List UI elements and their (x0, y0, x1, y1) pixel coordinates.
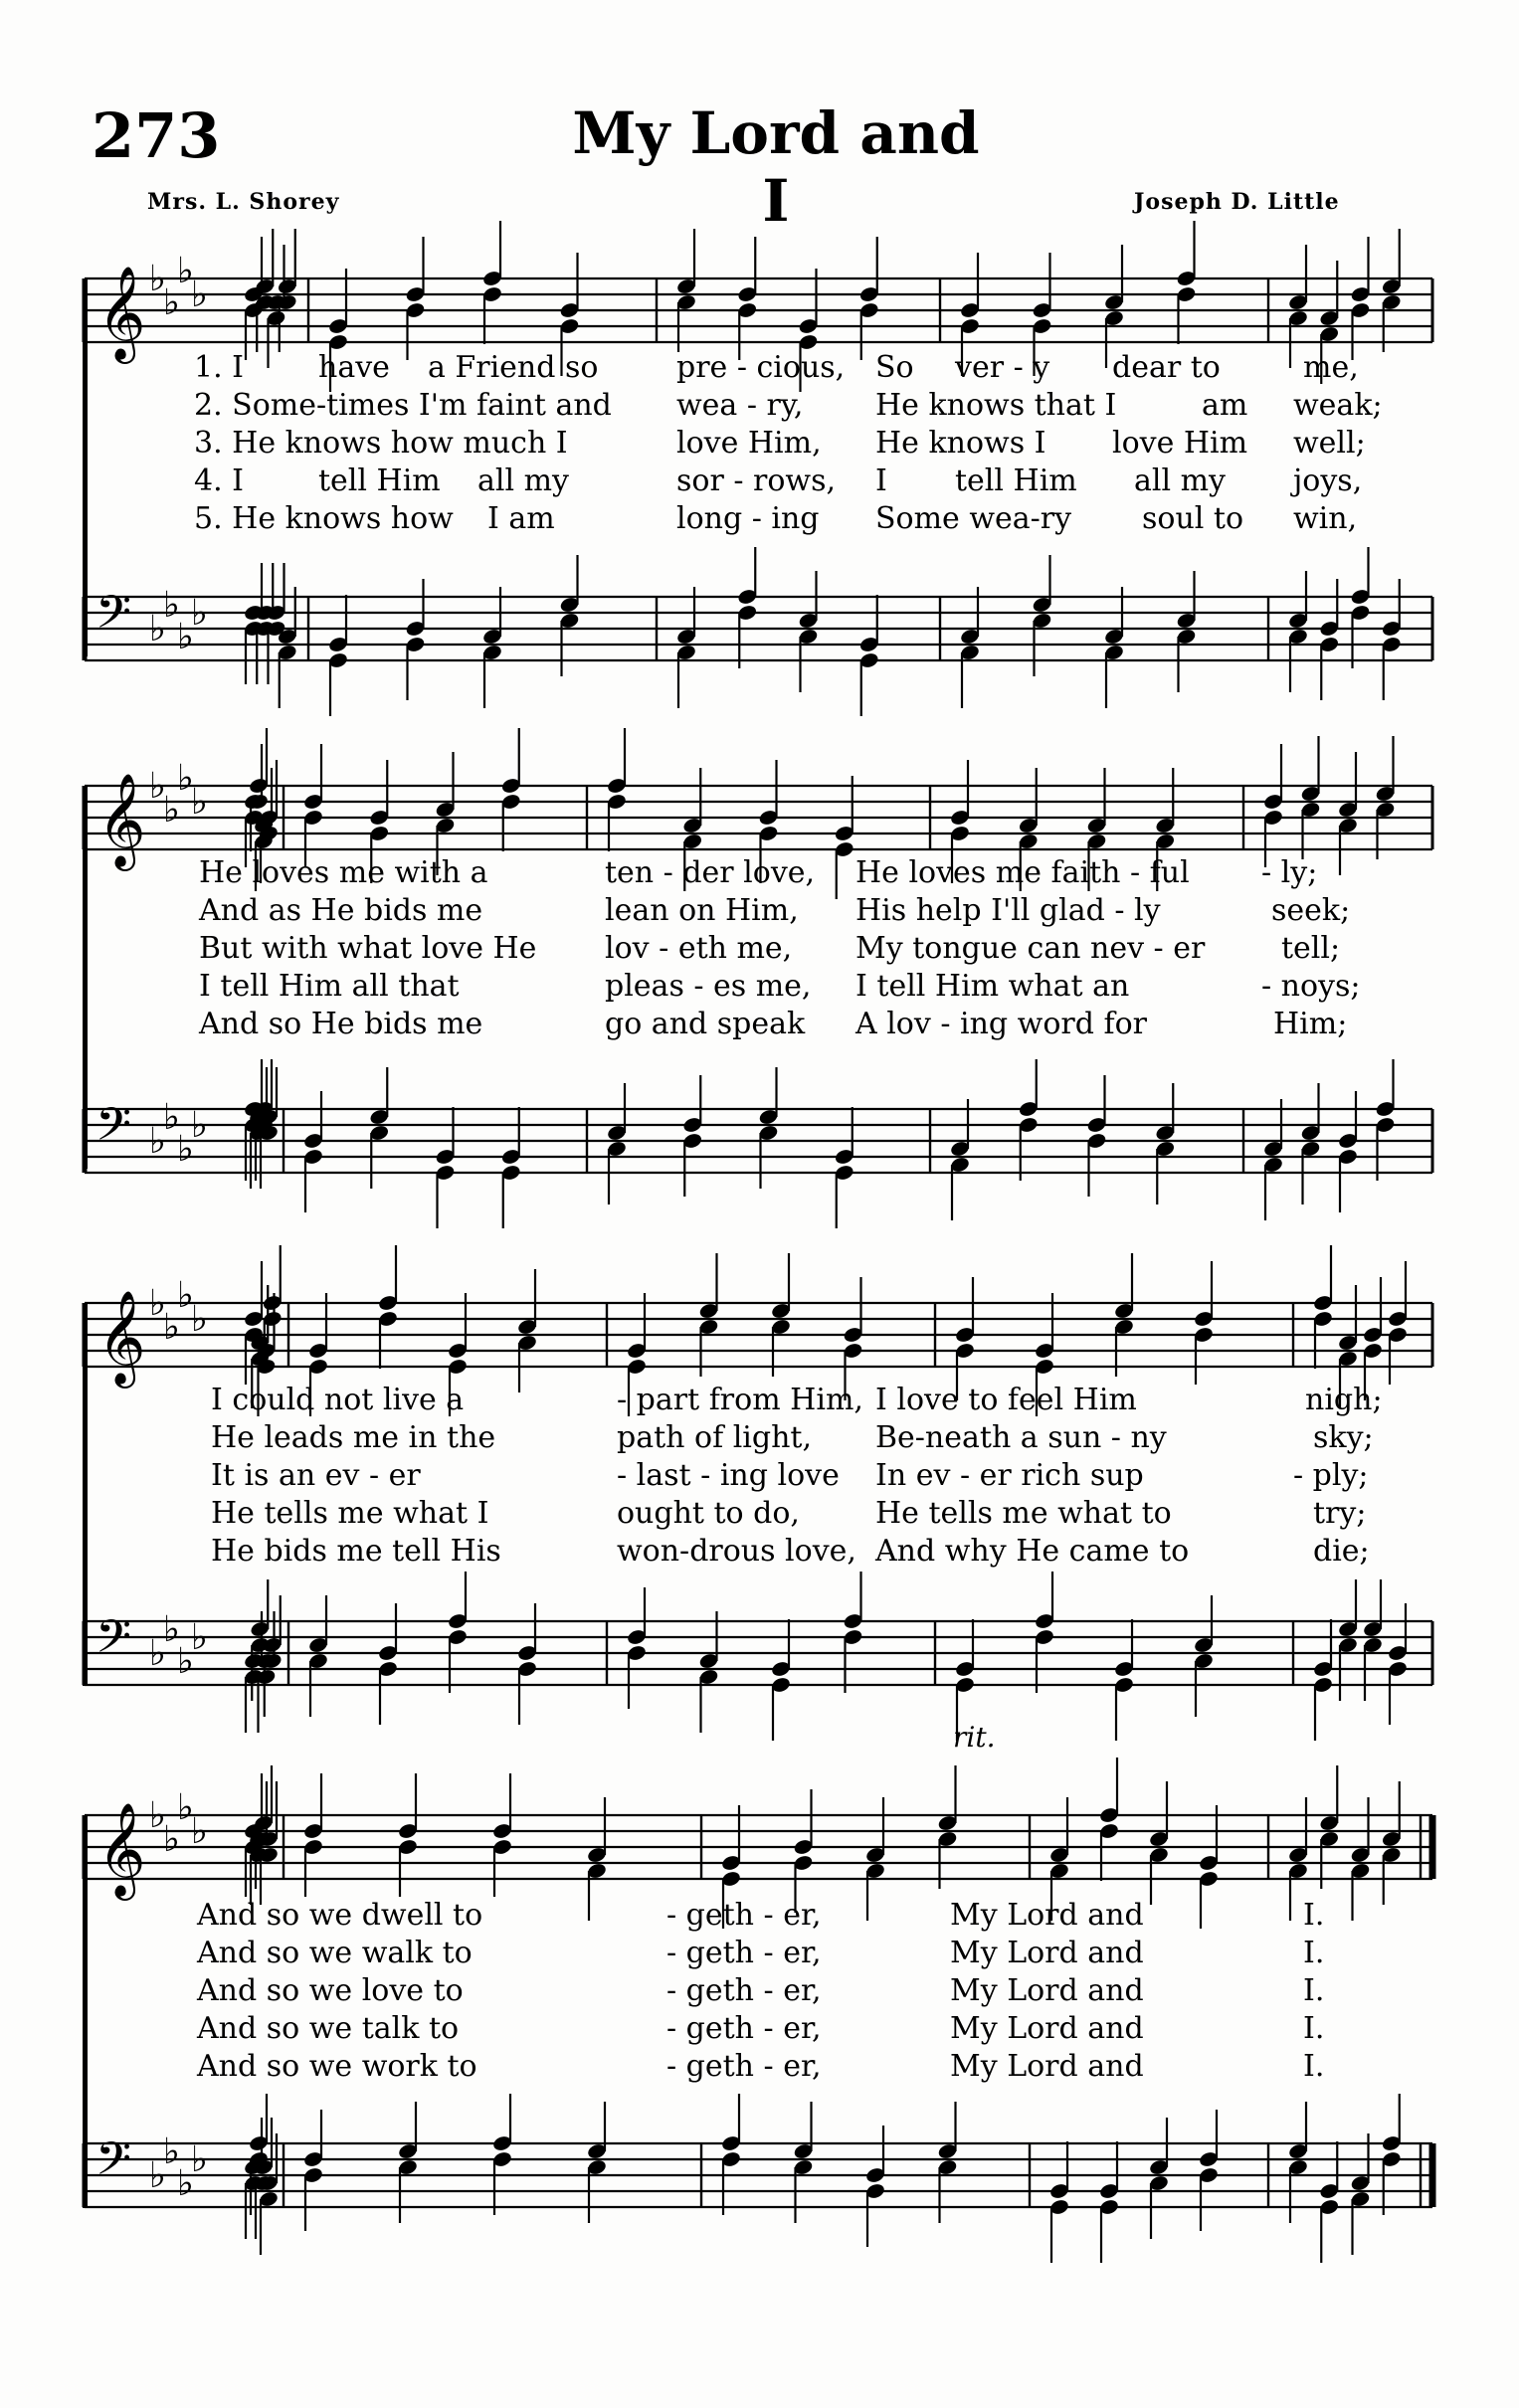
treble-clef-icon: 𝄞 (97, 266, 146, 360)
lyric-3-5-a: He bids me tell His (211, 1534, 501, 1569)
bass-staff-1 (0, 557, 1519, 696)
bass-clef-icon: 𝄢 (95, 1610, 132, 1675)
lyric-4-3-b: - geth - er, (666, 1973, 822, 2008)
system-bracket (83, 278, 88, 656)
lyric-3-1-a: I could not live a (211, 1383, 465, 1417)
treble-clef-icon: 𝄞 (97, 1802, 146, 1897)
flat-icon: ♭ (177, 1641, 194, 1682)
lyric-1-1-f: ver - y (955, 350, 1050, 385)
flat-icon: ♭ (163, 585, 180, 626)
lyric-3-3-a: It is an ev - er (211, 1458, 421, 1493)
lyric-3-4-d: try; (1313, 1496, 1367, 1531)
lyric-1-3-a: 3. He knows how much I (194, 426, 568, 461)
lyric-1-1-e: So (875, 350, 914, 385)
bass-staff-2 (0, 1069, 1519, 1218)
flat-icon: ♭ (177, 1787, 194, 1828)
flat-icon: ♭ (163, 1609, 180, 1650)
lyric-1-4-b: tell Him (318, 463, 441, 498)
flat-icon: ♭ (191, 2139, 208, 2180)
flat-icon: ♭ (163, 1097, 180, 1138)
flat-icon: ♭ (149, 609, 166, 649)
lyric-4-2-b: - geth - er, (666, 1936, 822, 1970)
lyric-1-4-g: all my (1134, 463, 1227, 498)
flat-icon: ♭ (149, 1121, 166, 1162)
system-bracket (83, 786, 88, 1169)
hymn-title: My Lord and I (572, 99, 980, 235)
flat-icon: ♭ (191, 1105, 208, 1146)
lyric-4-1-c: My Lord and (950, 1898, 1144, 1933)
lyric-2-4-c: I tell Him what an (855, 969, 1130, 1004)
lyric-4-5-d: I. (1303, 2049, 1325, 2084)
flat-icon: ♭ (149, 1795, 166, 1836)
treble-clef-icon: 𝄞 (97, 1290, 146, 1385)
flat-icon: ♭ (191, 275, 208, 315)
lyric-2-3-a: But with what love He (199, 931, 537, 966)
lyric-2-5-c: A lov - ing word for (855, 1007, 1147, 1041)
flat-icon: ♭ (163, 282, 180, 323)
flat-icon: ♭ (191, 593, 208, 634)
lyric-1-1-b: have (318, 350, 390, 385)
bass-staff-4 (0, 2104, 1519, 2263)
flat-icon: ♭ (177, 1275, 194, 1316)
lyric-2-4-b: pleas - es me, (605, 969, 812, 1004)
lyric-3-3-d: - ply; (1293, 1458, 1369, 1493)
words-credit: Mrs. L. Shorey (147, 189, 340, 215)
flat-icon: ♭ (177, 758, 194, 799)
lyric-2-4-a: I tell Him all that (199, 969, 460, 1004)
lyric-2-5-a: And so He bids me (199, 1007, 483, 1041)
lyric-4-4-a: And so we talk to (197, 2011, 460, 2046)
flat-icon: ♭ (149, 2155, 166, 2196)
lyric-1-1-a: 1. I (194, 350, 245, 385)
flat-icon: ♭ (163, 2131, 180, 2172)
lyric-1-4-h: joys, (1293, 463, 1363, 498)
lyric-4-1-b: - geth - er, (666, 1898, 822, 1933)
flat-icon: ♭ (177, 251, 194, 291)
flat-icon: ♭ (149, 1633, 166, 1674)
lyric-1-5-d: long - ing (676, 501, 820, 536)
lyric-2-2-c: His help I'll glad - ly (855, 893, 1161, 928)
lyric-1-1-c: a Friend so (428, 350, 599, 385)
lyric-3-2-b: path of light, (617, 1420, 813, 1455)
lyric-1-4-f: tell Him (955, 463, 1077, 498)
lyric-3-2-d: sky; (1313, 1420, 1374, 1455)
lyric-3-3-c: In ev - er rich sup (875, 1458, 1144, 1493)
lyric-4-3-a: And so we love to (197, 1973, 464, 2008)
lyric-4-5-b: - geth - er, (666, 2049, 822, 2084)
bass-staff-3 (0, 1581, 1519, 1731)
lyric-2-3-b: lov - eth me, (605, 931, 793, 966)
lyric-2-2-a: And as He bids me (199, 893, 483, 928)
lyric-1-3-d: love Him, (676, 426, 822, 461)
lyric-4-2-c: My Lord and (950, 1936, 1144, 1970)
lyric-2-1-b: ten - der love, (605, 855, 816, 890)
lyric-3-1-b: - part from Him, (617, 1383, 863, 1417)
lyric-3-2-c: Be-neath a sun - ny (875, 1420, 1167, 1455)
flat-icon: ♭ (163, 1307, 180, 1348)
lyric-2-5-d: Him; (1273, 1007, 1348, 1041)
system-bracket (83, 1303, 88, 1686)
music-credit: Joseph D. Little (1134, 189, 1340, 215)
lyric-2-2-d: seek; (1271, 893, 1351, 928)
lyric-1-2-d: wea - ry, (676, 388, 804, 423)
lyric-4-1-d: I. (1303, 1898, 1325, 1933)
lyric-1-3-h: well; (1293, 426, 1366, 461)
lyric-1-4-e: I (875, 463, 887, 498)
bass-clef-icon: 𝄢 (95, 586, 132, 650)
bass-clef-icon: 𝄢 (95, 2132, 132, 2197)
lyric-1-1-g: dear to (1112, 350, 1221, 385)
lyric-1-4-c: all my (477, 463, 570, 498)
lyric-2-3-c: My tongue can nev - er (855, 931, 1206, 966)
lyric-4-1-a: And so we dwell to (197, 1898, 483, 1933)
lyric-4-4-b: - geth - er, (666, 2011, 822, 2046)
flat-icon: ♭ (177, 2163, 194, 2204)
flat-icon: ♭ (149, 1283, 166, 1324)
lyric-2-5-b: go and speak (605, 1007, 806, 1041)
flat-icon: ♭ (163, 1819, 180, 1860)
lyric-3-3-b: - last - ing love (617, 1458, 840, 1493)
lyric-3-1-d: nigh; (1305, 1383, 1383, 1417)
lyric-1-3-e: He knows I (875, 426, 1046, 461)
lyric-1-1-h: me, (1303, 350, 1359, 385)
lyric-1-4-a: 4. I (194, 463, 245, 498)
flat-icon: ♭ (191, 1299, 208, 1340)
flat-icon: ♭ (177, 1129, 194, 1170)
lyric-4-2-a: And so we walk to (197, 1936, 473, 1970)
flat-icon: ♭ (163, 790, 180, 831)
lyric-4-5-a: And so we work to (197, 2049, 477, 2084)
lyric-1-1-d: pre - cious, (676, 350, 846, 385)
flat-icon: ♭ (149, 259, 166, 299)
lyric-3-4-b: ought to do, (617, 1496, 800, 1531)
treble-staff-3 (0, 1243, 1519, 1402)
lyric-1-5-g: soul to (1142, 501, 1244, 536)
treble-clef-icon: 𝄞 (97, 773, 146, 867)
lyric-1-5-c: I am (487, 501, 555, 536)
flat-icon: ♭ (191, 1811, 208, 1852)
lyric-2-2-b: lean on Him, (605, 893, 799, 928)
hymn-number: 273 (92, 99, 221, 172)
lyric-1-4-d: sor - rows, (676, 463, 837, 498)
lyric-4-4-d: I. (1303, 2011, 1325, 2046)
lyric-2-4-d: - noys; (1261, 969, 1361, 1004)
lyric-4-3-d: I. (1303, 1973, 1325, 2008)
system-bracket (83, 1815, 88, 2208)
lyric-2-1-d: - ly; (1261, 855, 1318, 890)
lyric-2-1-a: He loves me with a (199, 855, 488, 890)
lyric-1-2-a: 2. Some-times I'm faint and (194, 388, 612, 423)
lyric-3-4-a: He tells me what I (211, 1496, 489, 1531)
lyric-4-3-c: My Lord and (950, 1973, 1144, 2008)
lyric-3-2-a: He leads me in the (211, 1420, 496, 1455)
lyric-3-5-c: And why He came to (875, 1534, 1190, 1569)
lyric-3-4-c: He tells me what to (875, 1496, 1172, 1531)
lyric-1-2-e: He knows that I (875, 388, 1117, 423)
flat-icon: ♭ (177, 617, 194, 657)
lyric-4-2-d: I. (1303, 1936, 1325, 1970)
lyric-4-4-c: My Lord and (950, 2011, 1144, 2046)
lyric-1-5-h: win, (1293, 501, 1358, 536)
ritardando-mark: rit. (953, 1721, 996, 1754)
lyric-1-5-e: Some wea-ry (875, 501, 1072, 536)
lyric-4-5-c: My Lord and (950, 2049, 1144, 2084)
lyric-3-5-d: die; (1313, 1534, 1370, 1569)
lyric-2-3-d: tell; (1281, 931, 1341, 966)
lyric-1-3-g: love Him (1112, 426, 1248, 461)
flat-icon: ♭ (191, 782, 208, 823)
lyric-2-1-c: He loves me faith - ful (855, 855, 1190, 890)
lyric-1-2-h: weak; (1293, 388, 1383, 423)
flat-icon: ♭ (191, 1617, 208, 1658)
flat-icon: ♭ (149, 766, 166, 807)
lyric-3-5-b: won-drous love, (617, 1534, 856, 1569)
lyric-3-1-c: I love to feel Him (875, 1383, 1137, 1417)
lyric-1-5-a: 5. He knows how (194, 501, 454, 536)
lyric-1-2-g: am (1202, 388, 1248, 423)
bass-clef-icon: 𝄢 (95, 1098, 132, 1163)
